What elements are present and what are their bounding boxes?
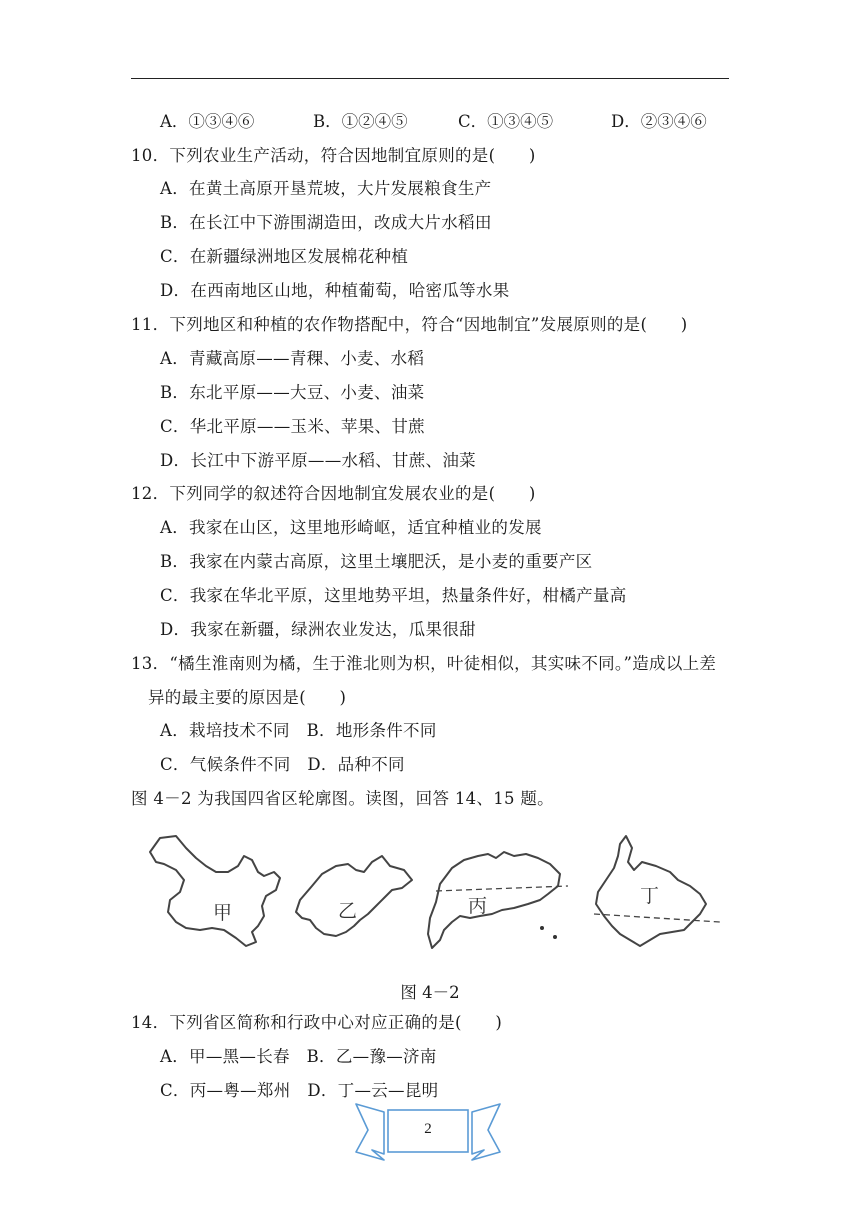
q12-option-b: B．我家在内蒙古高原，这里土壤肥沃，是小麦的重要产区 — [160, 552, 593, 571]
map-label-yi: 乙 — [338, 900, 358, 922]
q12-option-a: A．我家在山区，这里地形崎岖，适宜种植业的发展 — [160, 518, 542, 537]
q9-option-a: A．①③④⑥ — [160, 112, 255, 131]
q10-option-d: D．在西南地区山地，种植葡萄，哈密瓜等水果 — [160, 281, 510, 300]
map-label-bing: 丙 — [468, 895, 488, 917]
q13-options-row1: A．栽培技术不同 B．地形条件不同 — [160, 721, 437, 740]
q14-stem: 14．下列省区简称和行政中心对应正确的是( ) — [131, 1013, 503, 1032]
q10-option-a: A．在黄土高原开垦荒坡，大片发展粮食生产 — [160, 179, 492, 198]
q9-option-b: B．①②④⑤ — [313, 112, 408, 131]
q13-stem-line1: 13．“橘生淮南则为橘，生于淮北则为枳，叶徒相似，其实味不同。”造成以上差 — [131, 654, 717, 673]
q10-option-b: B．在长江中下游围湖造田，改成大片水稻田 — [160, 213, 492, 232]
q12-option-d: D．我家在新疆，绿洲农业发达，瓜果很甜 — [160, 620, 476, 639]
q11-option-d: D．长江中下游平原——水稻、甘蔗、油菜 — [160, 451, 476, 470]
q14-options-row2: C．丙—粤—郑州 D．丁—云—昆明 — [160, 1081, 439, 1100]
q14-options-row1: A．甲—黑—长春 B．乙—豫—济南 — [160, 1047, 437, 1066]
q11-option-c: C．华北平原——玉米、苹果、甘蔗 — [160, 417, 425, 436]
q12-option-c: C．我家在华北平原，这里地势平坦，热量条件好，柑橘产量高 — [160, 586, 627, 605]
figure-caption: 图 4－2 — [400, 983, 460, 1002]
q11-option-b: B．东北平原——大豆、小麦、油菜 — [160, 383, 425, 402]
q11-stem: 11．下列地区和种植的农作物搭配中，符合“因地制宜”发展原则的是( ) — [131, 315, 688, 334]
q10-option-c: C．在新疆绿洲地区发展棉花种植 — [160, 247, 409, 266]
q11-option-a: A．青藏高原——青稞、小麦、水稻 — [160, 349, 425, 368]
q10-stem: 10．下列农业生产活动，符合因地制宜原则的是( ) — [131, 146, 536, 165]
q12-stem: 12．下列同学的叙述符合因地制宜发展农业的是( ) — [131, 484, 536, 503]
page-number: 2 — [424, 1121, 432, 1137]
figure-intro: 图 4－2 为我国四省区轮廓图。读图，回答 14、15 题。 — [131, 789, 554, 808]
map-label-ding: 丁 — [640, 885, 660, 907]
q9-option-c: C．①③④⑤ — [458, 112, 554, 131]
map-label-jia: 甲 — [213, 902, 233, 924]
q13-options-row2: C．气候条件不同 D．品种不同 — [160, 755, 405, 774]
q9-option-d: D．②③④⑥ — [611, 112, 707, 131]
q13-stem-line2: 异的最主要的原因是( ) — [148, 688, 347, 707]
